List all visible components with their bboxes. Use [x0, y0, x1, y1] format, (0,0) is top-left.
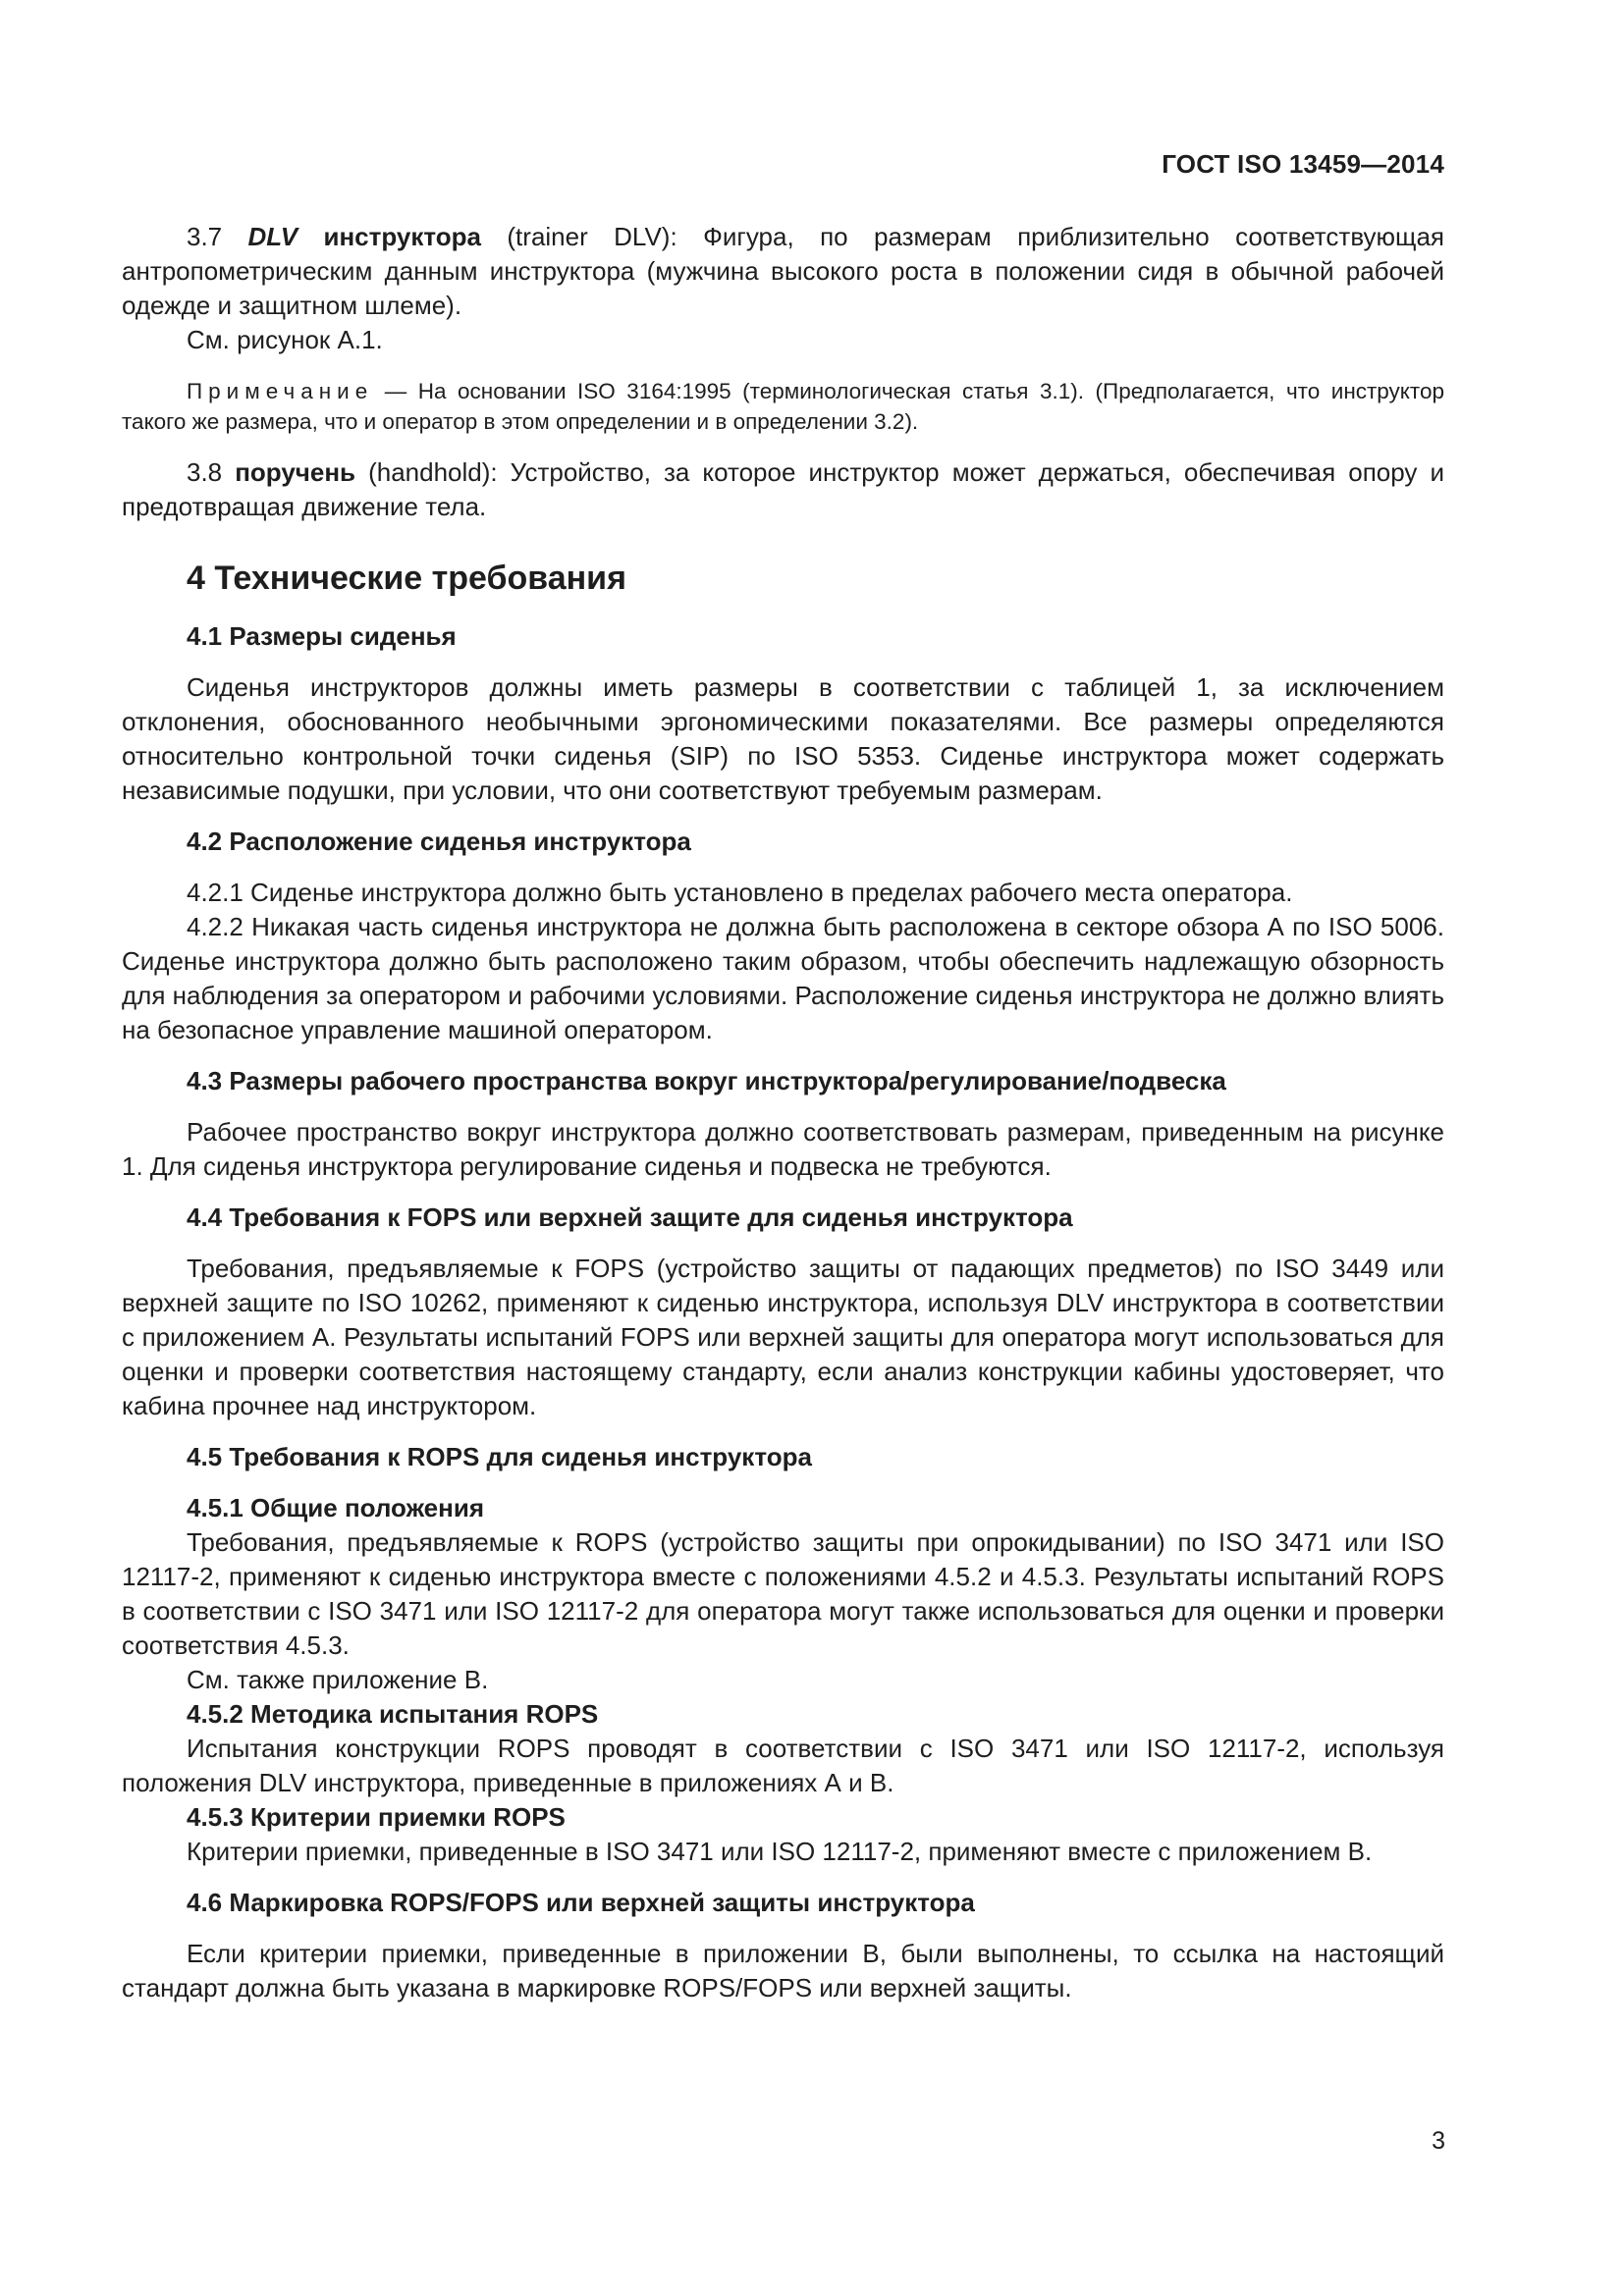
section-4-2-2-text: 4.2.2 Никакая часть сиденья инструктора не должна быть расположена в секторе обзора А по ISO 5006. Сиденье инструктора должно быть расположено таким образом, чтобы обеспечить надлежащую обзорность для наблюдения за оператором и рабочими условиями. Расположение сиденья инструктора не должно влиять на безопасное управление машиной оператором. — [122, 912, 1444, 1044]
section-4-5-2-heading: 4.5.2 Методика испытания ROPS — [187, 1699, 599, 1729]
section-4-5-1-text: Требования, предъявляемые к ROPS (устройство защиты при опрокидывании) по ISO 3471 или ISO 12117-2, применяют к сиденью инструктора вместе с положениями 4.5.2 и 4.5.3. Результаты испытаний ROPS в соответствии с ISO 3471 или ISO 12117-2 для оператора могут также использоваться для оценки и проверки соответствия 4.5.3. — [122, 1527, 1444, 1660]
note-text: — На основании ISO 3164:1995 (терминологическая статья 3.1). (Предполагается, что инструктор такого же размера, что и оператор в этом определении и в определении 3.2). — [122, 379, 1444, 434]
section-4-2-heading: 4.2 Расположение сиденья инструктора — [187, 827, 691, 856]
page-number: 3 — [1432, 2127, 1445, 2155]
section-4-5-2-text: Испытания конструкции ROPS проводят в соответствии с ISO 3471 или ISO 12117-2, используя положения DLV инструктора, приведенные в приложениях А и В. — [122, 1734, 1444, 1797]
page-content — [122, 220, 1444, 2005]
section-4-5-heading: 4.5 Требования к ROPS для сиденья инструктора — [187, 1442, 812, 1471]
definition-number: 3.8 — [187, 457, 236, 487]
section-4-3-heading: 4.3 Размеры рабочего пространства вокруг инструктора/регулирование/подвеска — [187, 1066, 1226, 1095]
section-4-2-1-text: 4.2.1 Сиденье инструктора должно быть установлено в пределах рабочего места оператора. — [187, 878, 1293, 907]
definition-3-8 — [122, 455, 1444, 524]
section-4-5-1-heading: 4.5.1 Общие положения — [187, 1493, 484, 1522]
note — [122, 376, 1444, 437]
document-id-header: ГОСТ ISO 13459—2014 — [1162, 149, 1444, 179]
definition-3-7-see: См. рисунок А.1. — [187, 325, 383, 354]
definition-term: поручень — [235, 457, 356, 487]
section-4-4-heading: 4.4 Требования к FOPS или верхней защите для сиденья инструктора — [187, 1202, 1073, 1232]
definition-english-term: (trainer DLV): — [481, 222, 704, 251]
definition-3-7 — [122, 220, 1444, 323]
definition-text: (handhold): Устройство, за которое инструктор может держаться, обеспечивая опору и предотвращая движение тела. — [122, 457, 1444, 521]
section-4-4-text: Требования, предъявляемые к FOPS (устройство защиты от падающих предметов) по ISO 3449 или верхней защите по ISO 10262, применяют к сиденью инструктора, используя DLV инструктора в соответствии с приложением А. Результаты испытаний FOPS или верхней защиты для оператора могут использоваться для оценки и проверки соответствия настоящему стандарту, если анализ конструкции кабины удостоверяет, что кабина прочнее над инструктором. — [122, 1254, 1444, 1420]
definition-term-italic: DLV — [247, 222, 298, 251]
section-4-5-1-see: См. также приложение В. — [187, 1665, 489, 1694]
section-4-1-heading: 4.1 Размеры сиденья — [187, 621, 457, 651]
section-4-6-text: Если критерии приемки, приведенные в приложении В, были выполнены, то ссылка на настоящий стандарт должна быть указана в маркировке ROPS/FOPS или верхней защиты. — [122, 1939, 1444, 2002]
section-4-5-3-heading: 4.5.3 Критерии приемки ROPS — [187, 1802, 566, 1832]
section-4-3-text: Рабочее пространство вокруг инструктора должно соответствовать размерам, приведенным на рисунке 1. Для сиденья инструктора регулирование сиденья и подвеска не требуются. — [122, 1117, 1444, 1181]
section-4-5-3-text: Критерии приемки, приведенные в ISO 3471 или ISO 12117-2, применяют вместе с приложением В. — [187, 1837, 1373, 1866]
definition-term: инструктора — [298, 222, 482, 251]
note-label: Примечание — [187, 379, 374, 403]
definition-number: 3.7 — [187, 222, 248, 251]
definition-text: Фигура, по размерам приблизительно соответствующая антропометрическим данным инструктора (мужчина высокого роста в положении сидя в обычной рабочей одежде и защитном шлеме). — [122, 222, 1444, 320]
section-4-6-heading: 4.6 Маркировка ROPS/FOPS или верхней защиты инструктора — [187, 1888, 975, 1917]
section-4-1-text: Сиденья инструкторов должны иметь размеры в соответствии с таблицей 1, за исключением отклонения, обоснованного необычными эргономическими показателями. Все размеры определяются относительно контрольной точки сиденья (SIP) по ISO 5353. Сиденье инструктора может содержать независимые подушки, при условии, что они соответствуют требуемым размерам. — [122, 672, 1444, 805]
section-4-heading: 4 Технические требования — [187, 560, 626, 597]
